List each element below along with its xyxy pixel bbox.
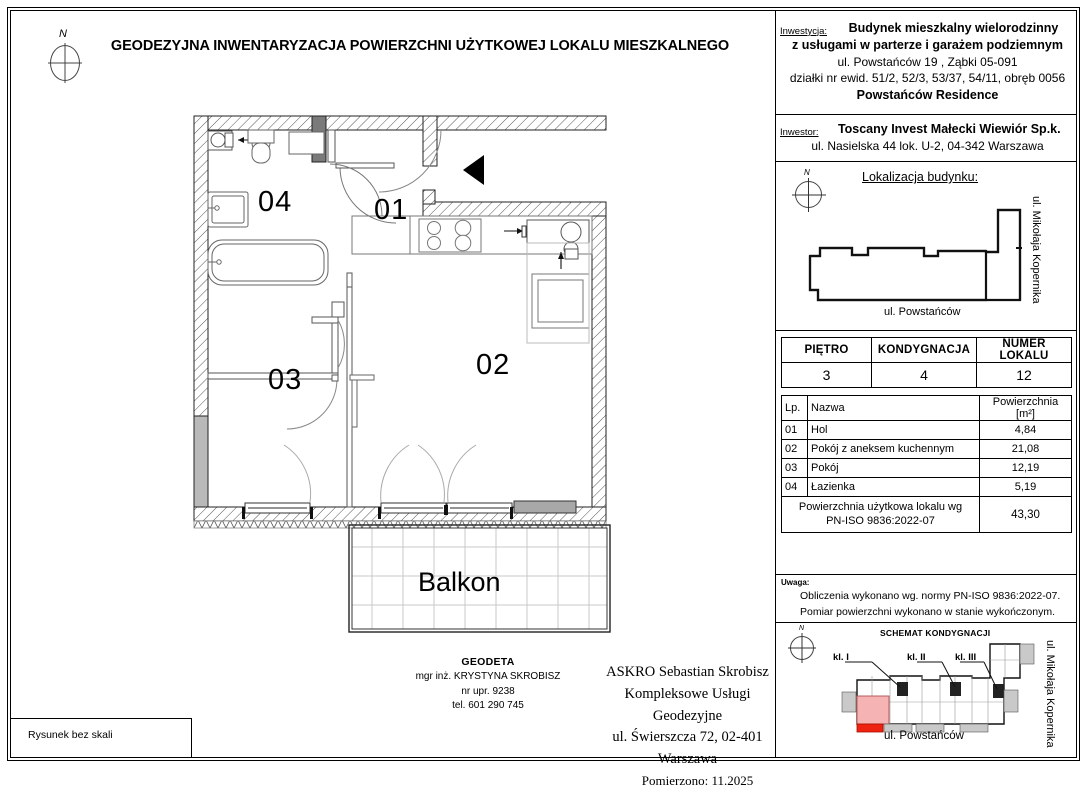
table-row (782, 440, 1072, 459)
investment-line1: Budynek mieszkalny wielorodzinny (848, 21, 1059, 35)
sep-investor (776, 161, 1077, 162)
localization-street-right: ul. Mikołaja Kopernika (1030, 196, 1042, 304)
room-label-04: 04 (258, 186, 293, 218)
localization-title: Lokalizacja budynku: (862, 170, 979, 184)
area-row-0-name: Hol (808, 421, 980, 440)
investment-block (780, 20, 1075, 103)
value-pietro: 3 (782, 363, 872, 388)
surveyor-title: GEODETA (461, 656, 515, 668)
investor-block (780, 121, 1075, 154)
area-row-2-area: 12,19 (980, 459, 1072, 478)
company-address: ul. Świerszcza 72, 02-401 Warszawa (612, 729, 763, 767)
area-header-powierzchnia: Powierzchnia [m²] (980, 396, 1072, 421)
company-services: Kompleksowe Usługi Geodezyjne (624, 685, 751, 724)
scale-note: Rysunek bez skali (28, 729, 113, 741)
company-block (590, 662, 785, 790)
area-row-1-lp: 02 (782, 440, 808, 459)
compass-cross (44, 28, 88, 88)
area-summary-label-line2: PN-ISO 9836:2022-07 (826, 514, 935, 527)
investment-line2: z usługami w parterze i garażem podziemnym (792, 37, 1063, 52)
notes-line1: Obliczenia wykonano wg. normy PN-ISO 9836:2022-07. (800, 590, 1061, 602)
investment-line3: ul. Powstańców 19 , Ząbki 05-091 (837, 54, 1018, 69)
schematic-building-plan (812, 632, 1042, 734)
surveyor-license: nr upr. 9238 (461, 685, 515, 697)
schematic-stair-2: kl. II (907, 652, 926, 663)
sep-schematic (776, 622, 1077, 623)
building-footprint-diagram (808, 208, 1033, 303)
investor-address: ul. Nasielska 44 lok. U-2, 04-342 Warszawa (811, 138, 1044, 153)
schematic-street-bottom: ul. Powstańców (884, 730, 964, 742)
header-pietro: PIĘTRO (782, 338, 872, 363)
area-row-2-lp: 03 (782, 459, 808, 478)
area-table (781, 395, 1072, 533)
area-table-summary-row (782, 497, 1072, 533)
sep-uwaga (776, 574, 1077, 575)
area-row-0-area: 4,84 (980, 421, 1072, 440)
area-summary-label (782, 497, 980, 533)
investment-line4: działki nr ewid. 51/2, 52/3, 53/37, 54/11, obręb 0056 (789, 71, 1066, 86)
balcony-label: Balkon (418, 567, 501, 597)
north-compass (44, 28, 84, 84)
area-row-3-name: Łazienka (808, 478, 980, 497)
schematic-stair-3: kl. III (955, 652, 977, 663)
floor-info-header-row (782, 338, 1072, 363)
floor-plan-drawing (186, 112, 616, 642)
investor-label: Inwestor: (780, 126, 819, 138)
notes-line2: Pomiar powierzchni wykonano w stanie wykończonym. (800, 605, 1056, 618)
area-row-0-lp: 01 (782, 421, 808, 440)
localization-north-label: N (804, 168, 810, 177)
surveyor-name: mgr inż. KRYSTYNA SKROBISZ (415, 671, 561, 683)
sep-floorinfo (776, 330, 1077, 331)
panel-divider (775, 10, 776, 758)
compass-north-label: N (59, 28, 67, 40)
room-label-01: 01 (374, 194, 409, 226)
schematic-title: SCHEMAT KONDYGNACJI (880, 628, 991, 638)
scale-note-rule (11, 718, 191, 719)
table-row (782, 459, 1072, 478)
entrance-arrow-icon (462, 155, 488, 187)
localization-street-bottom: ul. Powstańców (884, 306, 961, 318)
floor-info-value-row (782, 363, 1072, 388)
surveyor-phone: tel. 601 290 745 (452, 700, 524, 712)
room-label-02: 02 (476, 349, 511, 381)
surveyor-block (398, 655, 578, 714)
area-row-3-area: 5,19 (980, 478, 1072, 497)
company-name: ASKRO Sebastian Skrobisz (606, 664, 769, 680)
header-numer-lokalu: NUMER LOKALU (977, 338, 1072, 363)
measurement-date: Pomierzono: 11.2025 (641, 772, 754, 788)
table-row (782, 478, 1072, 497)
room-label-03: 03 (268, 364, 303, 396)
area-header-nazwa: Nazwa (808, 396, 980, 421)
table-row (782, 421, 1072, 440)
investment-label: Inwestycja: (780, 25, 827, 37)
schematic-street-right: ul. Mikołaja Kopernika (1044, 640, 1056, 748)
investor-name: Toscany Invest Małecki Wiewiór Sp.k. (837, 122, 1061, 136)
sep-investment (776, 114, 1077, 115)
schematic-stair-1: kl. I (833, 652, 849, 663)
area-row-2-name: Pokój (808, 459, 980, 478)
header-kondygnacja: KONDYGNACJA (872, 338, 977, 363)
notes-body (800, 589, 1072, 621)
schematic-north-label: N (799, 625, 805, 632)
value-numer-lokalu: 12 (977, 363, 1072, 388)
area-header-lp: Lp. (782, 396, 808, 421)
notes-label: Uwaga: (781, 578, 810, 587)
page-title: GEODEZYJNA INWENTARYZACJA POWIERZCHNI UŻYTKOWEJ LOKALU MIESZKALNEGO (110, 38, 730, 54)
area-summary-label-line1: Powierzchnia użytkowa lokalu wg (798, 500, 963, 513)
scale-note-divider (191, 718, 192, 758)
area-summary-value: 43,30 (980, 497, 1072, 533)
area-row-3-lp: 04 (782, 478, 808, 497)
area-row-1-name: Pokój z aneksem kuchennym (808, 440, 980, 459)
investment-line5: Powstańców Residence (856, 87, 999, 102)
area-table-header-row (782, 396, 1072, 421)
area-row-1-area: 21,08 (980, 440, 1072, 459)
value-kondygnacja: 4 (872, 363, 977, 388)
floor-info-table (781, 337, 1072, 388)
